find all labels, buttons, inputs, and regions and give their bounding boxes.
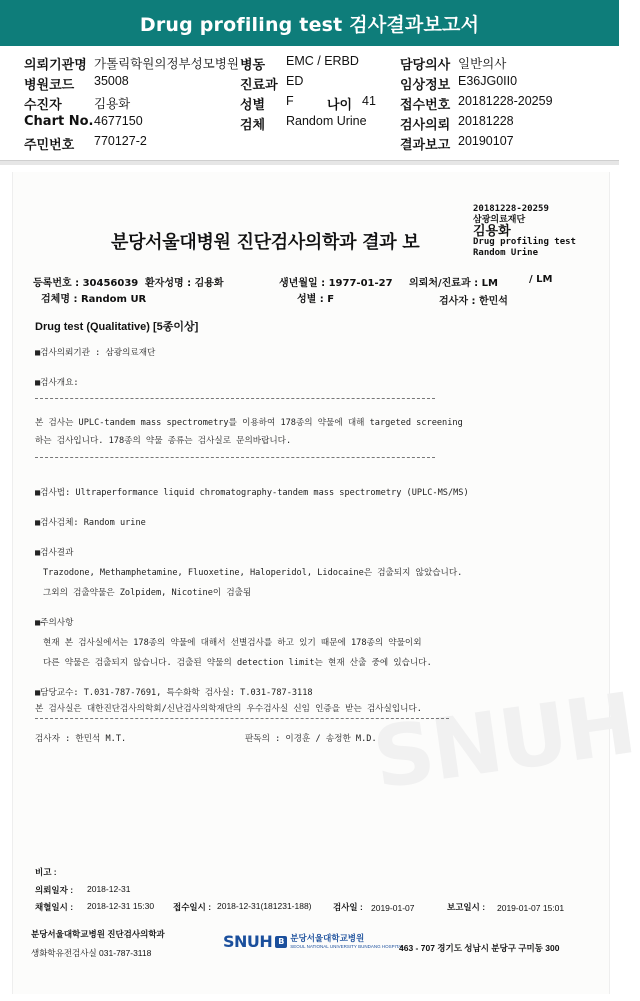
- testing-agency: ■검사의뢰기관 : 삼광의료재단: [35, 348, 156, 358]
- dashed-divider: [35, 457, 435, 458]
- info-value: 20181228-20259: [458, 94, 553, 108]
- caution-line: 현재 본 검사실에서는 178종의 약물에 대해서 선별검사를 하고 있기 때문에 178종의 약물이외: [43, 638, 422, 648]
- info-row: [0, 134, 619, 154]
- info-row: [0, 54, 619, 74]
- dashed-divider: [35, 718, 449, 719]
- patient-name: 환자성명 : 김용화: [145, 278, 224, 289]
- request-date-label: 의뢰일자 :: [35, 885, 74, 895]
- stamp-line: Drug profiling test: [473, 237, 576, 247]
- result-line: 그외의 검출약물은 Zolpidem, Nicotine이 검출됨: [43, 588, 252, 598]
- info-row: [0, 74, 619, 94]
- overview-line: 하는 검사입니다. 178종의 약물 종류는 검사실로 문의바랍니다.: [35, 436, 292, 446]
- tester-signature: 검사자 : 한민석 M.T.: [35, 734, 127, 744]
- result-line: Trazodone, Methamphetamine, Fluoxetine, Haloperidol, Lidocaine은 검출되지 않았습니다.: [43, 568, 463, 578]
- logo-korean-name: 분당서울대학교병원: [290, 933, 365, 944]
- info-value: 770127-2: [94, 134, 147, 148]
- snuh-logo: [223, 932, 404, 951]
- report-date: 2019-01-07 15:01: [497, 903, 565, 913]
- stamp-line: 20181228-20259: [473, 204, 549, 214]
- lab-contact: 생화학유전검사실 031-787-3118: [31, 948, 152, 958]
- test-date: 2019-01-07: [371, 903, 415, 913]
- info-label: 임상정보: [400, 78, 451, 93]
- report-date-label: 보고일시 :: [447, 902, 486, 912]
- info-label: 결과보고: [400, 138, 451, 153]
- info-label: 수진자: [24, 98, 62, 113]
- info-label: 성별: [240, 98, 266, 113]
- result-heading: ■검사결과: [35, 548, 74, 558]
- collection-label: 채혈일시 :: [35, 902, 74, 912]
- stamp-line: Random Urine: [473, 248, 539, 258]
- info-value: 일반의사: [458, 57, 507, 71]
- info-label: 주민번호: [24, 138, 75, 153]
- reader-signature: 판독의 : 이경훈 / 송정한 M.D.: [245, 734, 377, 744]
- age-value: 41: [362, 94, 376, 108]
- report-title: Drug profiling test 검사결과보고서: [139, 13, 480, 36]
- info-value: E36JG0II0: [458, 74, 518, 88]
- info-label: 진료과: [240, 78, 278, 93]
- logo-wordmark: SNUH: [223, 932, 273, 951]
- dashed-divider: [35, 398, 435, 399]
- info-value: F: [286, 94, 294, 108]
- scanned-report: [12, 172, 640, 994]
- overview-heading: ■검사개요:: [35, 378, 79, 388]
- specimen-line: ■검사검체: Random urine: [35, 518, 146, 528]
- receipt-stamp: [473, 204, 576, 259]
- patient-sex: 성별 : F: [297, 294, 335, 305]
- method-line: ■검사법: Ultraperformance liquid chromatography-tandem mass spectrometry (UPLC-MS/MS): [35, 488, 469, 498]
- collection-date: 2018-12-31 15:30: [87, 901, 155, 911]
- logo-badge: B: [275, 936, 287, 948]
- department-secondary: / LM: [529, 274, 553, 285]
- test-date-label: 검사일 :: [333, 902, 363, 912]
- info-label: 의뢰기관명: [24, 58, 87, 73]
- info-value: 김용화: [94, 97, 131, 111]
- stamp-name: 김용화: [473, 224, 511, 239]
- section-divider: [0, 160, 619, 165]
- request-date: 2018-12-31: [87, 884, 131, 894]
- age-label: 나이: [327, 98, 353, 113]
- info-value: 20190107: [458, 134, 514, 148]
- stamp-line: 삼광의료재단: [473, 215, 526, 225]
- info-value: EMC / ERBD: [286, 54, 359, 68]
- info-label: 담당의사: [400, 58, 451, 73]
- department-name: 분당서울대학교병원 진단검사의학과: [31, 929, 165, 939]
- specimen-name: 검체명 : Random UR: [41, 294, 147, 305]
- logo-english-name: SEOUL NATIONAL UNIVERSITY BUNDANG HOSPITAL: [290, 943, 404, 949]
- tester-name: 검사자 : 한민석: [439, 296, 508, 307]
- hospital-report-title: 분당서울대병원 진단검사의학과 결과 보: [111, 232, 420, 253]
- info-label: 검체: [240, 118, 266, 133]
- test-section-title: Drug test (Qualitative) [5종이상]: [35, 321, 199, 333]
- requesting-department: 의뢰처/진료과 : LM: [409, 278, 498, 289]
- info-value: ED: [286, 74, 304, 88]
- certification-line: 본 검사실은 대한진단검사의학회/신난검사의학재단의 우수검사실 신임 인증을 받는 검사실입니다.: [35, 704, 422, 714]
- overview-line: 본 검사는 UPLC-tandem mass spectrometry를 이용하여 178종의 약물에 대해 targeted screening: [35, 418, 463, 428]
- contact-line: ■담당교수: T.031-787-7691, 특수화학 검사실: T.031-787-3118: [35, 688, 313, 698]
- remark-label: 비고 :: [35, 867, 57, 877]
- info-label: 접수번호: [400, 98, 451, 113]
- receipt-label: 접수일시 :: [173, 902, 212, 912]
- patient-info-block: [0, 50, 619, 160]
- info-value: 가톨릭학원의정부성모병원: [94, 57, 239, 71]
- info-label: 병원코드: [24, 78, 75, 93]
- watermark: SNUH: [367, 674, 640, 808]
- registration-number: 등록번호 : 30456039: [33, 278, 139, 289]
- caution-heading: ■주의사항: [35, 618, 74, 628]
- info-value: 20181228: [458, 114, 514, 128]
- info-value: 4677150: [94, 114, 143, 128]
- birth-date: 생년월일 : 1977-01-27: [279, 278, 393, 289]
- logo-text-block: [290, 935, 403, 949]
- info-label: 병동: [240, 58, 266, 73]
- info-row: [0, 94, 619, 114]
- info-label: Chart No.: [24, 114, 94, 129]
- receipt-date: 2018-12-31(181231-188): [217, 901, 312, 911]
- info-value: 35008: [94, 74, 129, 88]
- caution-line: 다른 약물은 검출되지 않습니다. 검출된 약물의 detection limit는 현재 산출 중에 있습니다.: [43, 658, 432, 668]
- hospital-address: 463 - 707 경기도 성남시 분당구 구미동 300: [399, 943, 560, 953]
- info-value: Random Urine: [286, 114, 367, 128]
- info-label: 검사의뢰: [400, 118, 451, 133]
- report-title-bar: [0, 0, 619, 46]
- info-row: [0, 114, 619, 134]
